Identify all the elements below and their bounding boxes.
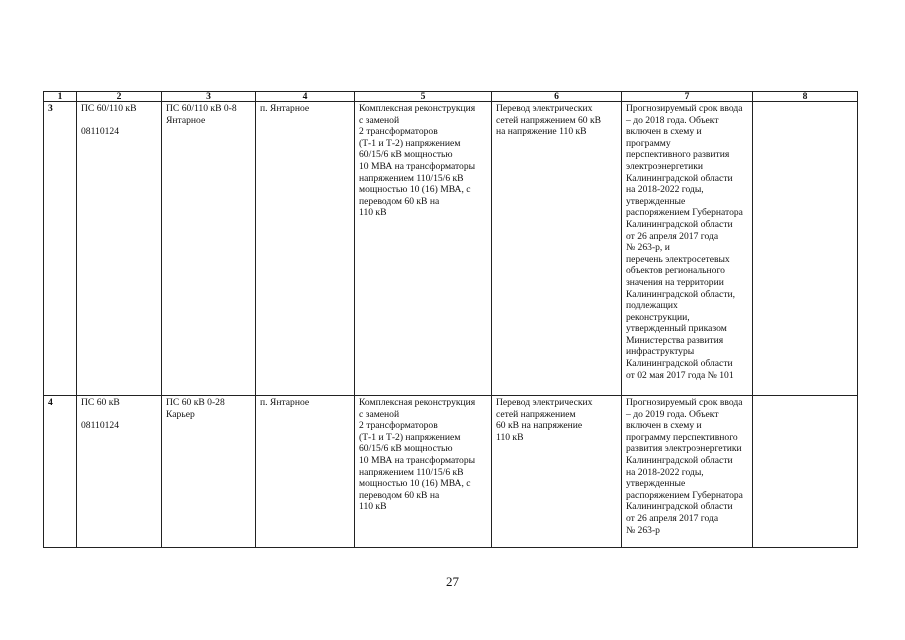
line-name-cell: ПС 60/110 кВ 0-8 Янтарное <box>162 102 256 396</box>
object-name-cell: ПС 60 кВ 08110124 <box>77 396 162 548</box>
column-header-3: 3 <box>162 92 256 102</box>
empty-cell <box>753 102 858 396</box>
column-header-8: 8 <box>753 92 858 102</box>
location-cell: п. Янтарное <box>256 102 355 396</box>
work-description-cell: Комплексная реконструкция с заменой 2 трансформаторов (Т-1 и Т-2) напряжением 60/15/6 кВ мощностью 10 МВА на трансформаторы напряжением 110/15/6 кВ мощностью 10 (16) МВА, с переводом 60 кВ на 110 кВ <box>355 102 492 396</box>
column-header-4: 4 <box>256 92 355 102</box>
column-header-7: 7 <box>622 92 753 102</box>
object-name-cell: ПС 60/110 кВ 08110124 <box>77 102 162 396</box>
note-cell: Прогнозируемый срок ввода – до 2019 года. Объект включен в схему и программу перспективного развития электроэнергетики Калининградской области на 2018-2022 годы, утвержденные распоряжением Губернатора Калининградской области от 26 апреля 2017 года № 263-р <box>622 396 753 548</box>
empty-cell <box>753 396 858 548</box>
table-row <box>44 102 858 396</box>
note-cell: Прогнозируемый срок ввода – до 2018 года. Объект включен в схему и программу перспективного развития электроэнергетики Калининградской области на 2018-2022 годы, утвержденные распоряжением Губернатора Калининградской области от 26 апреля 2017 года № 263-р, и перечень электросетевых объектов регионального значения на территории Калининградской области, подлежащих реконструкции, утвержденный приказом Министерства развития инфраструктуры Калининградской области от 02 мая 2017 года № 101 <box>622 102 753 396</box>
line-name-cell: ПС 60 кВ 0-28 Карьер <box>162 396 256 548</box>
row-number: 3 <box>44 102 77 396</box>
investment-program-table <box>43 91 858 548</box>
column-header-5: 5 <box>355 92 492 102</box>
location-cell: п. Янтарное <box>256 396 355 548</box>
work-description-cell: Комплексная реконструкция с заменой 2 трансформаторов (Т-1 и Т-2) напряжением 60/15/6 кВ мощностью 10 МВА на трансформаторы напряжением 110/15/6 кВ мощностью 10 (16) МВА, с переводом 60 кВ на 110 кВ <box>355 396 492 548</box>
purpose-cell: Перевод электрических сетей напряжением 60 кВ на напряжение 110 кВ <box>492 396 622 548</box>
row-number: 4 <box>44 396 77 548</box>
column-header-2: 2 <box>77 92 162 102</box>
page-number: 27 <box>446 574 459 589</box>
column-number-row <box>44 92 858 102</box>
purpose-cell: Перевод электрических сетей напряжением 60 кВ на напряжение 110 кВ <box>492 102 622 396</box>
table-row <box>44 396 858 548</box>
column-header-6: 6 <box>492 92 622 102</box>
column-header-1: 1 <box>44 92 77 102</box>
